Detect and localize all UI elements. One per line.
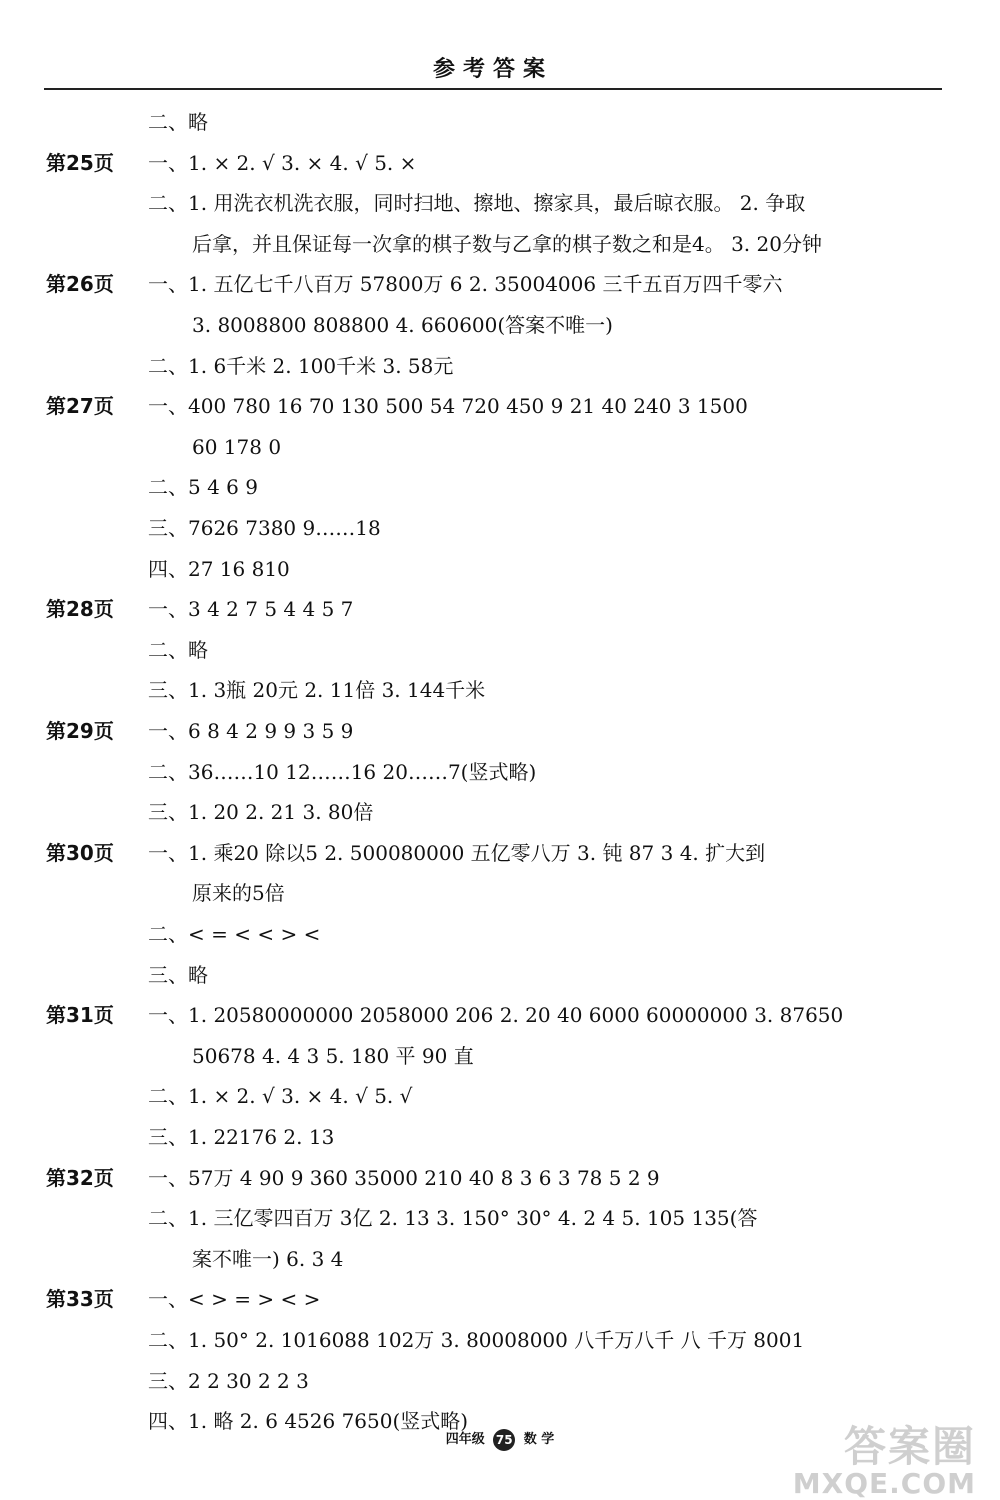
answer-line: 一、1. 20580000000 2058000 206 2. 20 40 6000 60000000 3. 87650	[148, 1003, 844, 1027]
answer-line: 三、7626 7380 9……18	[148, 516, 381, 540]
answer-line: 二、略	[148, 638, 208, 662]
page-ref-label: 第31页	[46, 1003, 114, 1027]
answer-line: 三、1. 22176 2. 13	[148, 1125, 335, 1149]
answer-line: 四、1. 略 2. 6 4526 7650(竖式略)	[148, 1409, 469, 1433]
page-ref-label: 第32页	[46, 1166, 114, 1190]
answer-line: 50678 4. 4 3 5. 180 平 90 直	[192, 1044, 474, 1068]
watermark	[792, 1422, 976, 1500]
answer-line: 二、1. 用洗衣机洗衣服，同时扫地、擦地、擦家具，最后晾衣服。 2. 争取	[148, 191, 806, 215]
answer-line: 一、3 4 2 7 5 4 4 5 7	[148, 597, 354, 621]
answer-line: 原来的5倍	[192, 881, 285, 905]
answer-line: 四、27 16 810	[148, 557, 290, 581]
answer-line: 一、57万 4 90 9 360 35000 210 40 8 3 6 3 78 5 2 9	[148, 1166, 660, 1190]
page-ref-label: 第28页	[46, 597, 114, 621]
answer-line: 一、1. 乘20 除以5 2. 500080000 五亿零八万 3. 钝 87 3 4. 扩大到	[148, 841, 766, 865]
answer-line: 一、6 8 4 2 9 9 3 5 9	[148, 719, 354, 743]
answer-line: 二、1. 三亿零四百万 3亿 2. 13 3. 150° 30° 4. 2 4 5. 105 135(答	[148, 1206, 758, 1230]
page-ref-label: 第29页	[46, 719, 114, 743]
page-ref-label: 第30页	[46, 841, 114, 865]
page-ref-label: 第33页	[46, 1287, 114, 1311]
answer-line: 案不唯一) 6. 3 4	[192, 1247, 344, 1271]
answer-line: 后拿，并且保证每一次拿的棋子数与乙拿的棋子数之和是4。 3. 20分钟	[192, 232, 822, 256]
answer-line: 二、1. 50° 2. 1016088 102万 3. 80008000 八千万八千 八 千万 8001	[148, 1328, 805, 1352]
answer-line: 一、< > = > < >	[148, 1287, 321, 1311]
answer-line: 二、1. × 2. √ 3. × 4. √ 5. √	[148, 1084, 413, 1108]
page-title: 参考答案	[432, 57, 553, 82]
answer-line: 三、1. 3瓶 20元 2. 11倍 3. 144千米	[148, 678, 486, 702]
page-ref-label: 第25页	[46, 151, 114, 175]
footer-subject: 数 学	[523, 1432, 555, 1447]
answer-line: 二、< = < < > <	[148, 922, 321, 946]
page-header	[44, 52, 942, 90]
page-number: 75	[493, 1429, 515, 1451]
watermark-line2: MXQE.COM	[792, 1467, 976, 1500]
answer-line: 二、36……10 12……16 20……7(竖式略)	[148, 760, 537, 784]
answer-line: 一、1. × 2. √ 3. × 4. √ 5. ×	[148, 151, 417, 175]
answer-line: 60 178 0	[192, 435, 282, 459]
answer-line: 二、略	[148, 110, 208, 134]
answer-line: 一、400 780 16 70 130 500 54 720 450 9 21 40 240 3 1500	[148, 394, 748, 418]
page-ref-label: 第26页	[46, 272, 114, 296]
answer-line: 3. 8008800 808800 4. 660600(答案不唯一)	[192, 313, 613, 337]
watermark-line1: 答案圈	[843, 1422, 976, 1471]
answer-line: 二、5 4 6 9	[148, 475, 258, 499]
answer-line: 三、1. 20 2. 21 3. 80倍	[148, 800, 374, 824]
answer-line: 一、1. 五亿七千八百万 57800万 6 2. 35004006 三千五百万四千零六	[148, 272, 783, 296]
page-ref-label: 第27页	[46, 394, 114, 418]
answer-line: 三、略	[148, 963, 208, 987]
footer-grade: 四年级	[445, 1432, 485, 1447]
answer-line: 二、1. 6千米 2. 100千米 3. 58元	[148, 354, 454, 378]
answer-line: 三、2 2 30 2 2 3	[148, 1369, 309, 1393]
